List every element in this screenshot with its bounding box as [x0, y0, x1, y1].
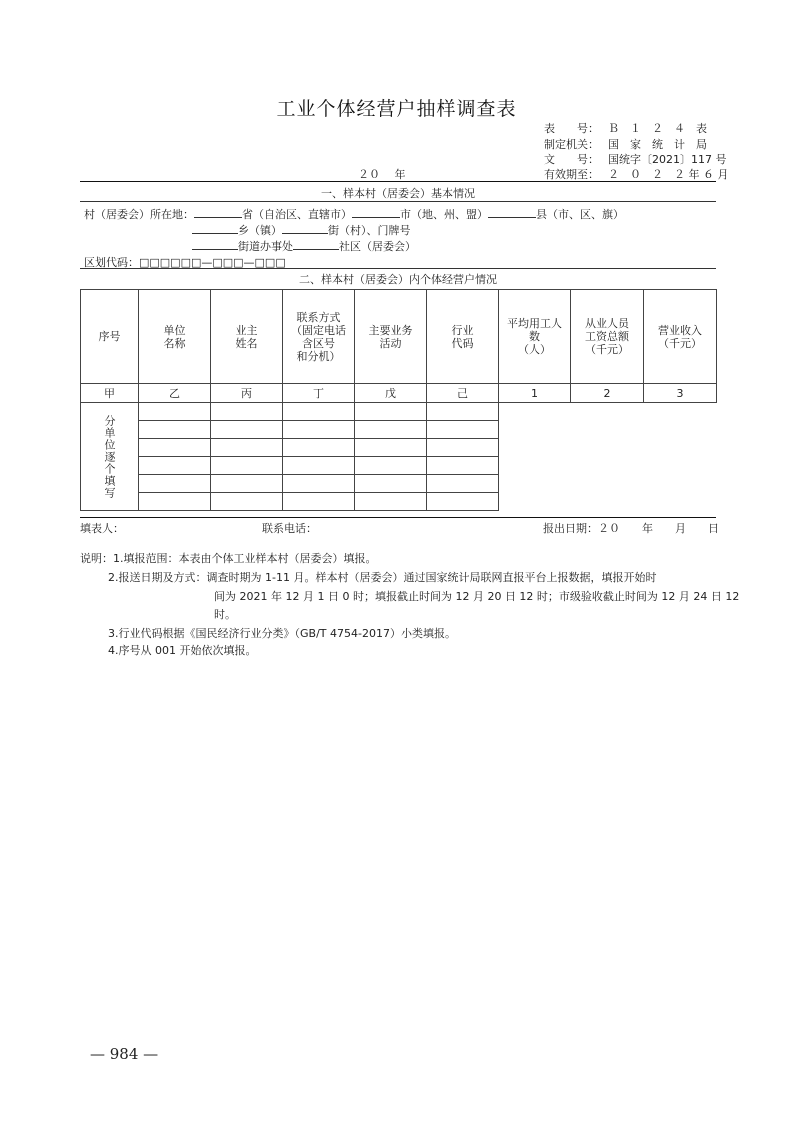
province-label: 省（自治区、直辖市）: [242, 208, 352, 221]
header-cell: 平均用工人 数 （人）: [499, 290, 571, 384]
code-cell: 乙: [139, 384, 211, 403]
filler-label: 填表人：: [80, 522, 124, 535]
note-line: 2.报送日期及方式：调查时期为 1-11 月。样本村（居委会）通过国家统计局联网直报平台上报数据，填报开始时: [108, 571, 657, 584]
header-cell: 从业人员 工资总额 （千元）: [571, 290, 644, 384]
header-cell: 主要业务 活动: [355, 290, 427, 384]
table-cell[interactable]: [427, 403, 499, 421]
meta-key: 制定机关：: [544, 138, 599, 151]
street-field[interactable]: [282, 223, 328, 234]
table-cell[interactable]: [355, 475, 427, 493]
code-cell: 1: [499, 384, 571, 403]
table-cell[interactable]: [427, 457, 499, 475]
table-cell[interactable]: [211, 457, 283, 475]
phone-label: 联系电话：: [262, 522, 317, 535]
city-field[interactable]: [352, 207, 400, 218]
table-cell[interactable]: [427, 475, 499, 493]
report-date-label: 报出日期：２０ 年 月 日: [543, 522, 719, 535]
note-line: 间为 2021 年 12 月 1 日 0 时；填报截止时间为 12 月 20 日 12 时；市级验收截止时间为 12 月 24 日 12: [214, 590, 740, 603]
county-label: 县（市、区、旗）: [536, 208, 624, 221]
code-cell: 丁: [283, 384, 355, 403]
meta-value: Ｂ １ ２ ４ 表: [608, 122, 707, 135]
form-title: 工业个体经营户抽样调查表: [276, 98, 517, 120]
table-cell[interactable]: [427, 421, 499, 439]
city-label: 市（地、州、盟）: [400, 208, 488, 221]
table-bottom-rule: [80, 517, 716, 518]
table-cell[interactable]: [283, 493, 355, 511]
location-line1: [84, 206, 624, 222]
table-cell[interactable]: [139, 493, 211, 511]
code-cell: 甲: [81, 384, 139, 403]
header-cell: 营业收入 （千元）: [644, 290, 717, 384]
meta-key: 文 号：: [544, 153, 599, 166]
top-rule: [80, 181, 716, 182]
table-cell[interactable]: [211, 403, 283, 421]
region-code[interactable]: 区划代码：□□□□□□—□□□—□□□: [84, 256, 286, 269]
table-cell[interactable]: [355, 421, 427, 439]
meta-value: ２ ０ ２ ２ 年 ６ 月: [608, 168, 729, 181]
code-cell: 丙: [211, 384, 283, 403]
table-cell[interactable]: [283, 439, 355, 457]
table-cell[interactable]: [139, 457, 211, 475]
location-line2: [192, 222, 411, 238]
table-code-row: [81, 384, 717, 403]
table-cell[interactable]: [211, 475, 283, 493]
table-cell[interactable]: [427, 493, 499, 511]
table-cell[interactable]: [283, 457, 355, 475]
township-label: 乡（镇）: [238, 224, 282, 237]
meta-key: 有效期至：: [544, 168, 599, 181]
header-cell: 序号: [81, 290, 139, 384]
table-cell[interactable]: [355, 403, 427, 421]
header-cell: 联系方式 （固定电话 含区号 和分机）: [283, 290, 355, 384]
code-cell: 2: [571, 384, 644, 403]
note-line: 4.序号从 001 开始依次填报。: [108, 644, 257, 657]
location-line3: [192, 238, 416, 254]
table-cell[interactable]: [427, 439, 499, 457]
header-cell: 业主 姓名: [211, 290, 283, 384]
township-field[interactable]: [192, 223, 238, 234]
page-number: — 984 —: [90, 1045, 159, 1063]
code-cell: 戊: [355, 384, 427, 403]
meta-document-number: [544, 151, 727, 167]
meta-value: 国 家 统 计 局: [608, 138, 707, 151]
header-cell: 单位 名称: [139, 290, 211, 384]
street-label: 街（村）、门牌号: [328, 224, 411, 237]
table-cell[interactable]: [283, 475, 355, 493]
meta-value: 国统字〔2021〕117 号: [608, 153, 727, 166]
table-cell[interactable]: [355, 493, 427, 511]
table-cell[interactable]: [139, 439, 211, 457]
section1-rule: [80, 201, 716, 202]
table-cell[interactable]: [139, 421, 211, 439]
survey-table: [80, 289, 717, 511]
community-label: 社区（居委会）: [339, 240, 416, 253]
section1-heading: 一、样本村（居委会）基本情况: [321, 187, 475, 200]
community-field[interactable]: [293, 239, 339, 250]
section2-top-rule: [80, 268, 716, 269]
table-cell[interactable]: [211, 493, 283, 511]
blank-area: [499, 403, 717, 511]
location-prefix: 村（居委会）所在地：: [84, 208, 194, 221]
code-cell: 3: [644, 384, 717, 403]
table-row: [81, 403, 717, 421]
table-header-row: [81, 290, 717, 384]
code-cell: 己: [427, 384, 499, 403]
note-line: 时。: [214, 608, 236, 621]
year-label: ２０ 年: [358, 168, 406, 181]
subdistrict-field[interactable]: [192, 239, 238, 250]
table-cell[interactable]: [283, 421, 355, 439]
header-cell: 行业 代码: [427, 290, 499, 384]
table-cell[interactable]: [355, 439, 427, 457]
row-label: 分单位逐个填写: [81, 403, 139, 511]
section2-heading: 二、样本村（居委会）内个体经营户情况: [299, 273, 497, 286]
table-cell[interactable]: [211, 421, 283, 439]
county-field[interactable]: [488, 207, 536, 218]
table-cell[interactable]: [139, 403, 211, 421]
table-cell[interactable]: [283, 403, 355, 421]
subdistrict-label: 街道办事处: [238, 240, 293, 253]
province-field[interactable]: [194, 207, 242, 218]
table-cell[interactable]: [211, 439, 283, 457]
note-line: 说明：1.填报范围：本表由个体工业样本村（居委会）填报。: [80, 552, 377, 565]
meta-key: 表 号：: [544, 122, 599, 135]
meta-form-number: [544, 120, 707, 136]
table-cell[interactable]: [355, 457, 427, 475]
meta-valid-until: [544, 166, 729, 182]
table-cell[interactable]: [139, 475, 211, 493]
note-line: 3.行业代码根据《国民经济行业分类》（GB/T 4754-2017）小类填报。: [108, 627, 456, 640]
meta-authority: [544, 136, 707, 152]
